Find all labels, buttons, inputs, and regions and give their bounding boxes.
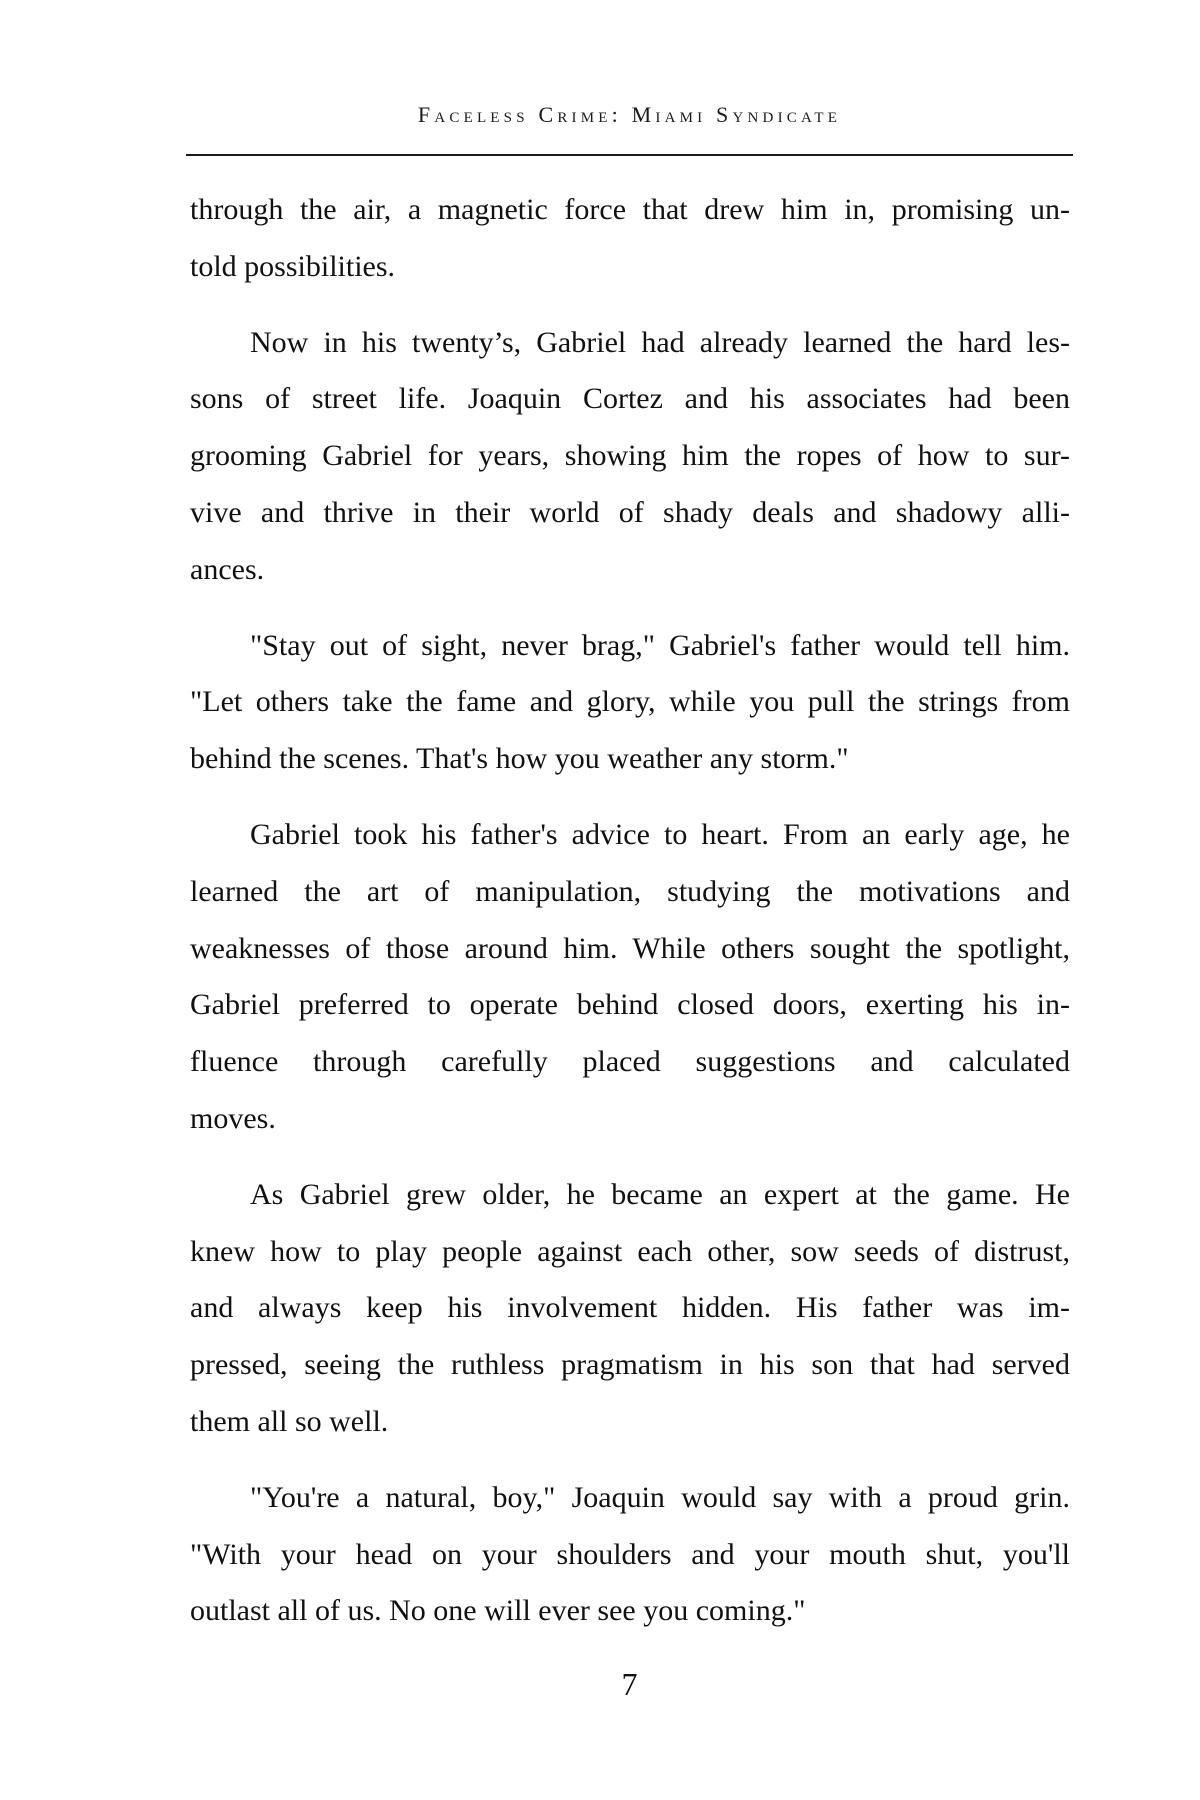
- text-line-content: knew how to play people against each other, sow seeds of distrust,: [190, 1234, 1070, 1268]
- text-line-content: As Gabriel grew older, he became an expert at the game. He: [250, 1177, 1070, 1211]
- text-line: [190, 1232, 1070, 1272]
- text-line: [190, 1099, 1070, 1139]
- text-line: [190, 985, 1070, 1025]
- text-line-content: vive and thrive in their world of shady deals and shadowy alli-: [190, 496, 1070, 529]
- text-line-content: "With your head on your shoulders and your mouth shut, you'll: [190, 1537, 1070, 1571]
- page-number: 7: [621, 1666, 638, 1702]
- text-line: [190, 493, 1070, 533]
- text-line: [190, 550, 1070, 590]
- text-line: [190, 1288, 1070, 1328]
- text-line-content: fluence through carefully placed suggestions and calculated: [190, 1045, 1070, 1079]
- text-line: [190, 190, 1070, 230]
- text-line: [190, 739, 1070, 779]
- text-line: [190, 379, 1070, 419]
- text-line-content: them all so well.: [190, 1405, 389, 1438]
- text-line: [190, 1591, 1070, 1631]
- text-line: [190, 682, 1070, 722]
- text-line: [190, 1535, 1070, 1575]
- text-line-content: "Let others take the fame and glory, while you pull the strings from: [190, 685, 1070, 719]
- text-line: [190, 929, 1070, 969]
- text-line: [190, 436, 1070, 476]
- text-line-content: through the air, a magnetic force that drew him in, promising un-: [190, 193, 1070, 226]
- text-line-content: ances.: [190, 552, 265, 586]
- text-line-content: outlast all of us. No one will ever see you coming.": [190, 1594, 806, 1628]
- text-line-content: Gabriel took his father's advice to heart. From an early age, he: [250, 818, 1070, 851]
- text-line-content: grooming Gabriel for years, showing him the ropes of how to sur-: [190, 439, 1070, 473]
- text-line-content: Gabriel preferred to operate behind closed doors, exerting his in-: [190, 988, 1070, 1022]
- text-line: [250, 323, 1070, 363]
- text-line-content: told possibilities.: [190, 249, 396, 283]
- text-line: [190, 1402, 1070, 1442]
- running-header-title: Faceless Crime: Miami Syndicate: [417, 102, 842, 127]
- text-line-content: and always keep his involvement hidden. His father was im-: [190, 1291, 1070, 1325]
- text-line: [250, 626, 1070, 666]
- text-line-content: Now in his twenty’s, Gabriel had already learned the hard les-: [250, 325, 1070, 359]
- text-line: [250, 1175, 1070, 1215]
- text-line-content: "Stay out of sight, never brag," Gabriel's father would tell him.: [250, 628, 1070, 662]
- text-line-content: sons of street life. Joaquin Cortez and his associates had been: [190, 382, 1070, 416]
- text-line-content: weaknesses of those around him. While others sought the spotlight,: [190, 931, 1070, 965]
- text-line: [190, 1345, 1070, 1385]
- text-line: [250, 1478, 1070, 1518]
- text-line-content: moves.: [190, 1102, 276, 1135]
- text-line: [190, 1042, 1070, 1082]
- text-line: [250, 815, 1070, 855]
- text-line-content: "You're a natural, boy," Joaquin would say with a proud grin.: [250, 1480, 1070, 1514]
- text-line-content: learned the art of manipulation, studying the motivations and: [190, 874, 1070, 908]
- text-line-content: behind the scenes. That's how you weather any storm.": [190, 742, 849, 776]
- text-line: [190, 247, 1070, 287]
- header-divider-rule: [186, 154, 1073, 156]
- text-line-content: pressed, seeing the ruthless pragmatism in his son that had served: [190, 1348, 1070, 1382]
- text-line: [190, 872, 1070, 912]
